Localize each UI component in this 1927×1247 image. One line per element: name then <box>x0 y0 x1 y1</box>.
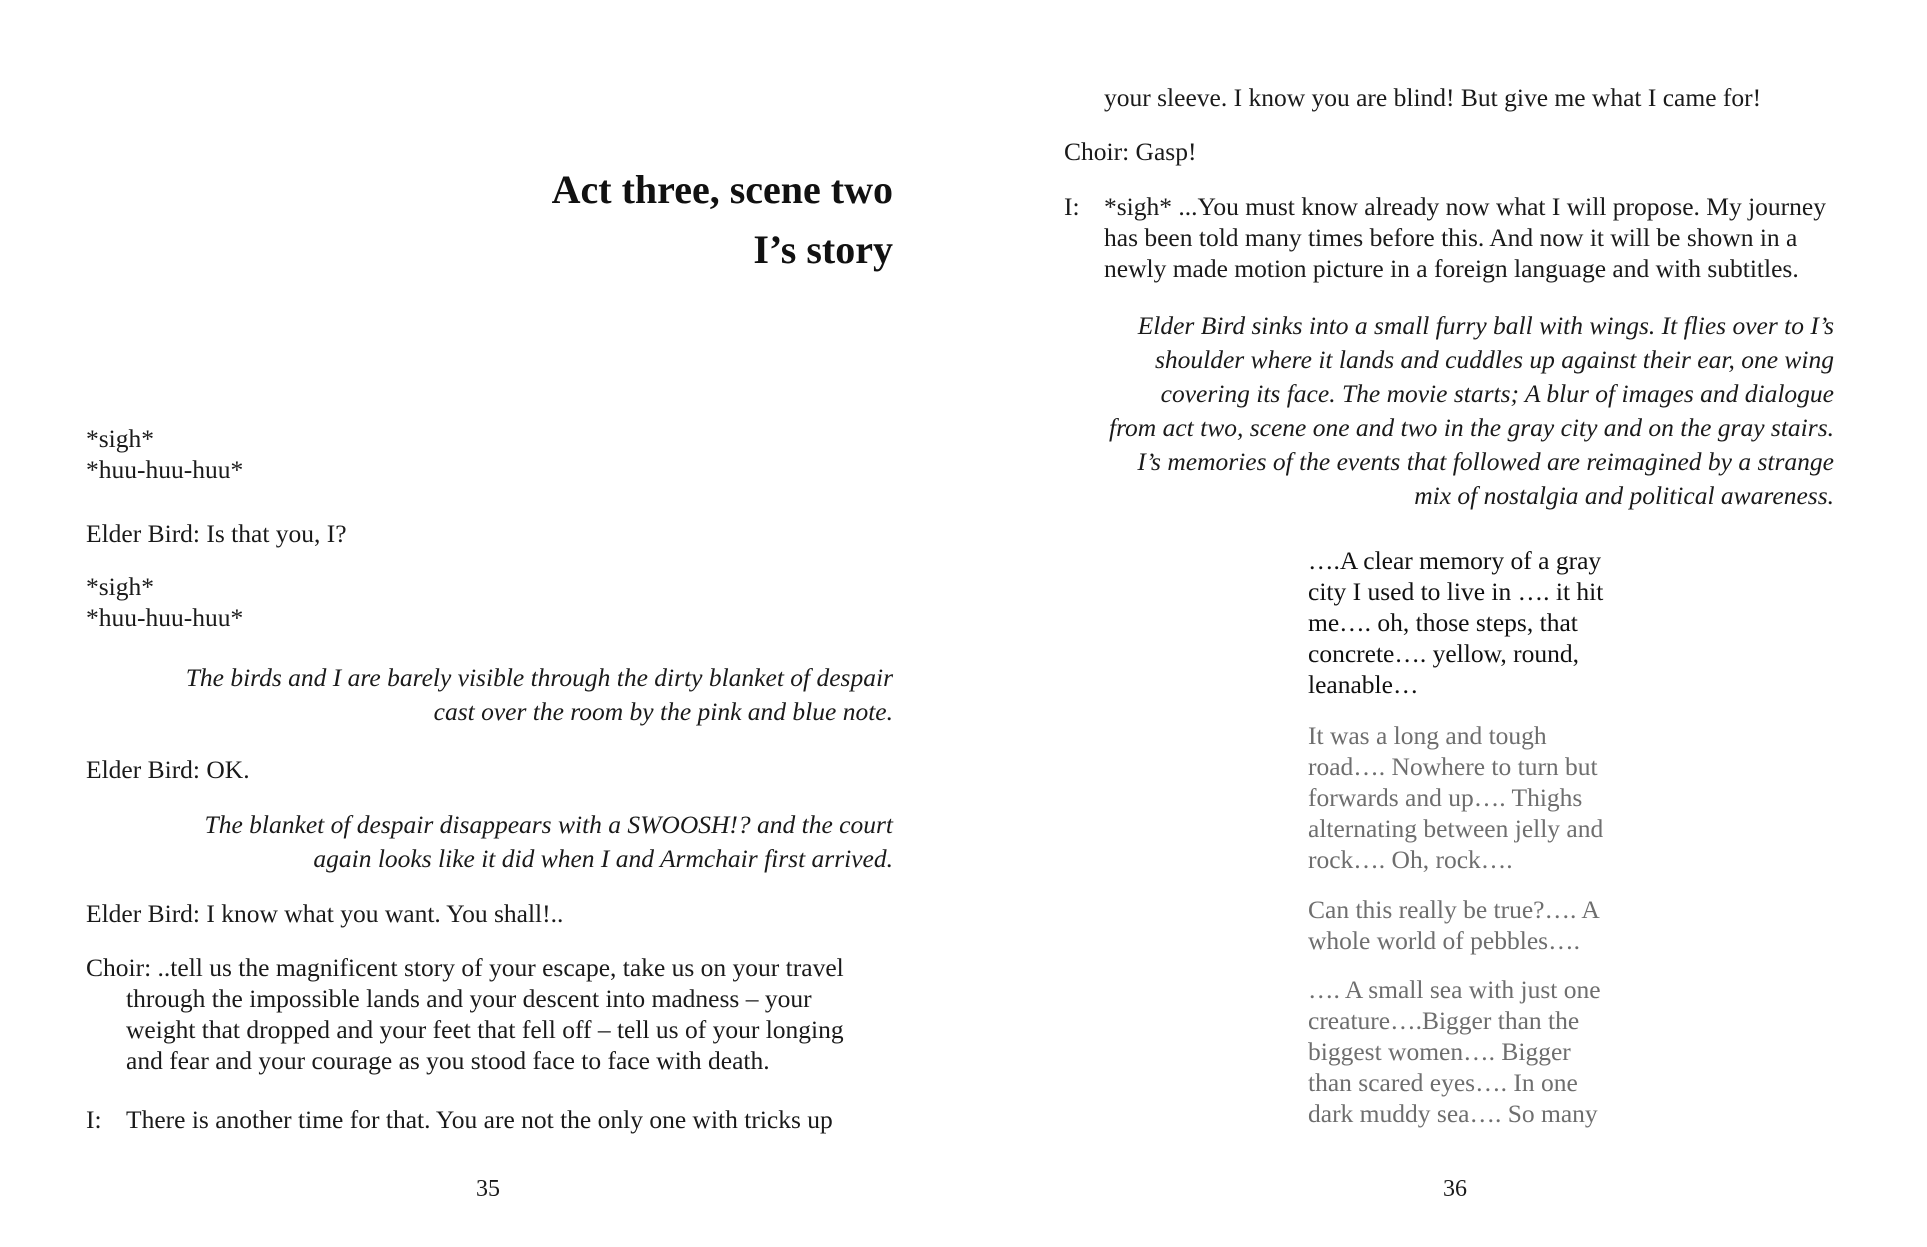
memory-line: rock…. Oh, rock…. <box>1308 845 1513 874</box>
stage-direction <box>186 661 893 729</box>
memory-subtitle-2 <box>1308 720 1638 875</box>
page-number: 36 <box>1443 1176 1467 1202</box>
speech-line: There is another time for that. You are not the only one with tricks up <box>126 1105 833 1134</box>
sigh-line: *sigh* <box>86 424 155 453</box>
stage-direction-line: The blanket of despair disappears with a SWOOSH!? and the court <box>204 810 893 839</box>
speech-line: and fear and your courage as you stood face to face with death. <box>126 1046 770 1075</box>
memory-line: dark muddy sea…. So many <box>1308 1099 1598 1128</box>
scene-title: Act three, scene two <box>551 167 893 212</box>
memory-line: leanable… <box>1308 670 1419 699</box>
sigh-line: *sigh* <box>86 572 155 601</box>
right-page <box>963 0 1926 1247</box>
stage-direction-line: cast over the room by the pink and blue note. <box>433 697 893 726</box>
memory-line: alternating between jelly and <box>1308 814 1604 843</box>
memory-line: concrete…. yellow, round, <box>1308 639 1579 668</box>
stage-direction-line: The birds and I are barely visible through the dirty blanket of despair <box>185 663 893 692</box>
huu-line: *huu-huu-huu* <box>86 455 244 484</box>
stage-direction <box>1109 309 1834 513</box>
left-page <box>0 0 963 1247</box>
memory-subtitle-3 <box>1308 894 1638 956</box>
memory-line: forwards and up…. Thighs <box>1308 783 1583 812</box>
huu-line: *huu-huu-huu* <box>86 603 244 632</box>
speaker-label: I: <box>1064 192 1080 221</box>
speaker-label: Choir: <box>86 953 152 982</box>
stage-direction-line: covering its face. The movie starts; A blur of images and dialogue <box>1160 379 1834 408</box>
memory-line: me…. oh, those steps, that <box>1308 608 1578 637</box>
scene-heading <box>0 160 893 280</box>
speech-line: ..tell us the magnificent story of your escape, take us on your travel <box>157 953 844 982</box>
i-speech <box>86 1104 916 1135</box>
stage-direction <box>205 808 893 876</box>
speech-line: weight that dropped and your feet that fell off – tell us of your longing <box>126 1015 844 1044</box>
speech-line: has been told many times before this. And now it will be shown in a <box>1104 223 1798 252</box>
memory-subtitle-1 <box>1308 545 1638 700</box>
page-number: 35 <box>476 1176 500 1202</box>
memory-line: road…. Nowhere to turn but <box>1308 752 1598 781</box>
memory-line: creature….Bigger than the <box>1308 1006 1580 1035</box>
stage-direction-line: Elder Bird sinks into a small furry ball with wings. It flies over to I’s <box>1137 311 1834 340</box>
dialogue-line: Elder Bird: OK. <box>86 755 250 784</box>
choir-line: Choir: Gasp! <box>1064 137 1197 166</box>
dialogue-line: Elder Bird: I know what you want. You shall!.. <box>86 899 564 928</box>
memory-subtitle-4 <box>1308 974 1638 1129</box>
stage-direction-line: again looks like it did when I and Armchair first arrived. <box>313 844 893 873</box>
stage-direction-line: mix of nostalgia and political awareness. <box>1414 481 1834 510</box>
memory-line: whole world of pebbles…. <box>1308 926 1580 955</box>
sigh-block-1 <box>86 423 243 485</box>
speech-line: newly made motion picture in a foreign language and with subtitles. <box>1104 254 1799 283</box>
speech-continuation: your sleeve. I know you are blind! But give me what I came for! <box>1104 83 1762 112</box>
scene-subtitle: I’s story <box>753 227 893 272</box>
memory-line: Can this really be true?…. A <box>1308 895 1600 924</box>
speech-line: *sigh* ...You must know already now what I will propose. My journey <box>1104 192 1826 221</box>
memory-line: ….A clear memory of a gray <box>1308 546 1602 575</box>
stage-direction-line: I’s memories of the events that followed are reimagined by a strange <box>1137 447 1834 476</box>
dialogue-line: Elder Bird: Is that you, I? <box>86 519 347 548</box>
stage-direction-line: shoulder where it lands and cuddles up against their ear, one wing <box>1154 345 1834 374</box>
speaker-label: I: <box>86 1105 102 1134</box>
memory-line: …. A small sea with just one <box>1308 975 1601 1004</box>
speech-line: through the impossible lands and your descent into madness – your <box>126 984 812 1013</box>
memory-line: than scared eyes…. In one <box>1308 1068 1578 1097</box>
sigh-block-2 <box>86 571 243 633</box>
memory-line: city I used to live in …. it hit <box>1308 577 1604 606</box>
i-speech <box>1064 191 1864 284</box>
memory-line: It was a long and tough <box>1308 721 1547 750</box>
stage-direction-line: from act two, scene one and two in the gray city and on the gray stairs. <box>1108 413 1834 442</box>
memory-line: biggest women…. Bigger <box>1308 1037 1571 1066</box>
choir-speech <box>86 952 916 1076</box>
